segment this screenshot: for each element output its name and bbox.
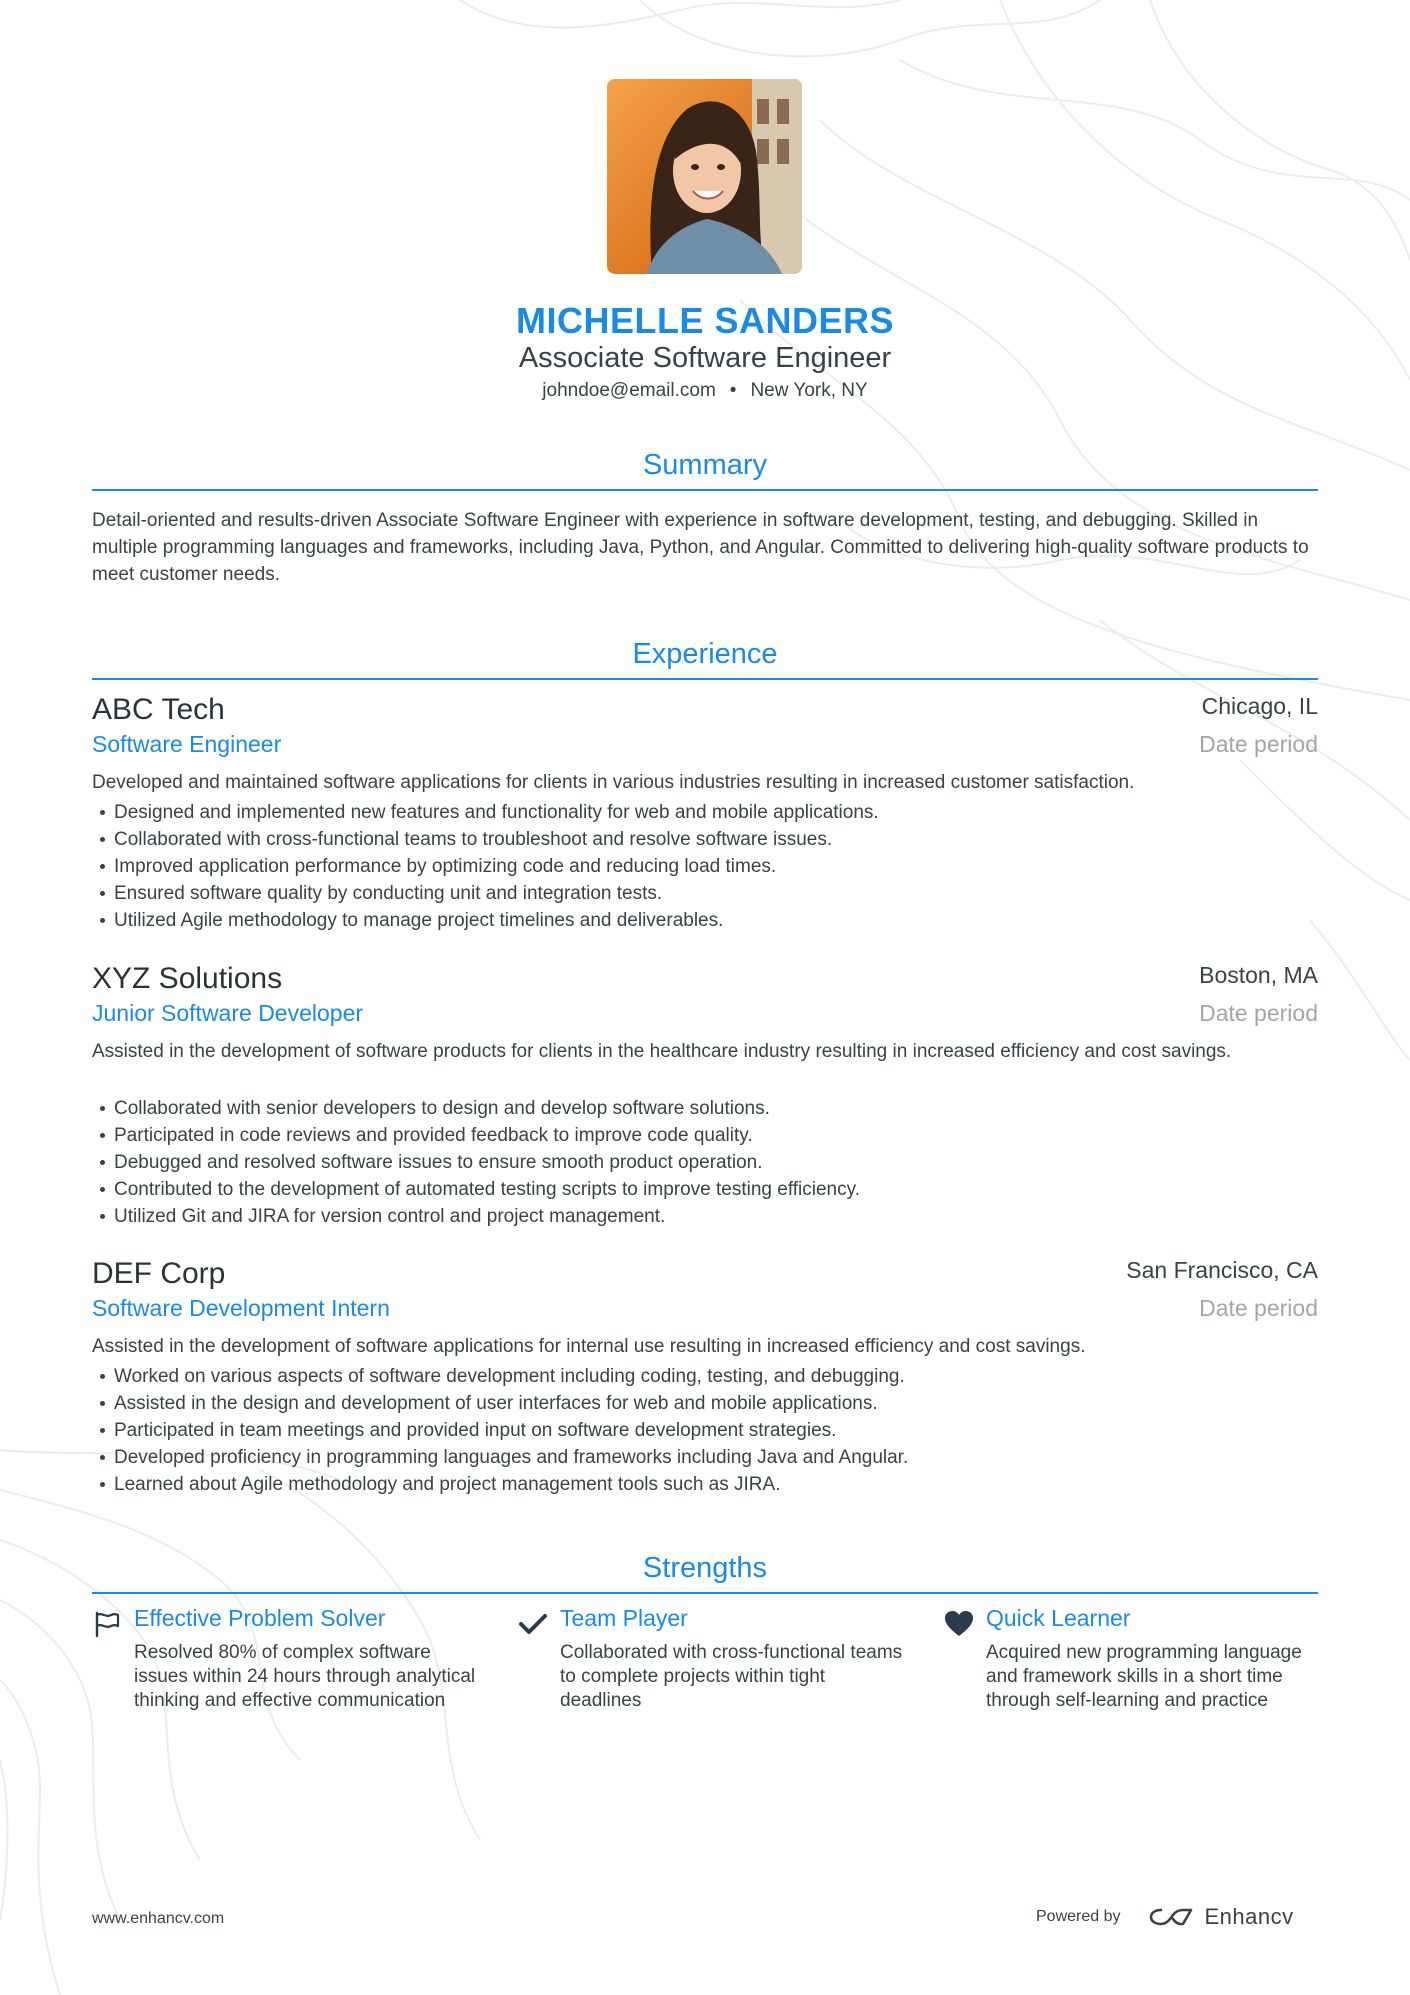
job-role: Junior Software Developer [92,1000,364,1026]
list-item: Participated in code reviews and provided feedback to improve code quality. [92,1122,1318,1149]
email-text[interactable]: johndoe@email.com [542,380,716,401]
strength-title: Quick Learner [986,1605,1131,1631]
strength-title: Effective Problem Solver [134,1605,386,1631]
company-name: ABC Tech [92,693,225,726]
heart-icon [944,1609,974,1639]
job-description: Assisted in the development of software applications for internal use resulting in increased efficiency and cost savings. [92,1336,1086,1357]
experience-divider [92,678,1318,680]
list-item: Ensured software quality by conducting unit and integration tests. [92,880,1318,907]
list-item: Contributed to the development of automated testing scripts to improve testing efficiency. [92,1176,1318,1203]
job-date: Date period [1199,1000,1318,1026]
strengths-divider [92,1592,1318,1594]
checkmark-icon [518,1609,548,1639]
list-item: Utilized Git and JIRA for version control and project management. [92,1203,1318,1230]
list-item: Utilized Agile methodology to manage project timelines and deliverables. [92,907,1318,934]
job-description: Developed and maintained software applications for clients in various industries resulting in increased customer satisfaction. [92,772,1135,793]
summary-text: Detail-oriented and results-driven Associate Software Engineer with experience in software development, testing, and debugging. Skilled in multiple programming languages and frameworks, including Java, Python, and Angular. Committed to delivering high-quality software products to meet customer needs. [92,510,1309,585]
summary-divider [92,489,1318,491]
candidate-title: Associate Software Engineer [518,342,892,374]
profile-photo [607,79,802,274]
enhancv-brand-name: Enhancv [1204,1904,1294,1929]
list-item: Improved application performance by optimizing code and reducing load times. [92,853,1318,880]
job-location: Chicago, IL [1201,693,1318,719]
list-item: Learned about Agile methodology and project management tools such as JIRA. [92,1471,1318,1498]
location-text: New York, NY [750,380,868,401]
summary-heading: Summary [642,449,768,481]
list-item: Designed and implemented new features and functionality for web and mobile applications. [92,799,1318,826]
job-bullets [92,799,1318,934]
list-item: Collaborated with cross-functional teams to troubleshoot and resolve software issues. [92,826,1318,853]
job-date: Date period [1199,1295,1318,1321]
strengths-heading: Strengths [642,1552,768,1584]
job-location: San Francisco, CA [1126,1257,1318,1283]
company-name: DEF Corp [92,1257,226,1290]
job-location: Boston, MA [1199,962,1318,988]
flag-icon [92,1609,122,1639]
list-item: Developed proficiency in programming languages and frameworks including Java and Angular. [92,1444,1318,1471]
list-item: Collaborated with senior developers to design and develop software solutions. [92,1095,1318,1122]
list-item: Worked on various aspects of software development including coding, testing, and debugging. [92,1363,1318,1390]
job-description: Assisted in the development of software products for clients in the healthcare industry resulting in increased efficiency and cost savings. [92,1041,1232,1062]
separator-dot: • [729,380,737,401]
job-bullets [92,1363,1318,1498]
job-date: Date period [1199,731,1318,757]
strength-title: Team Player [560,1605,688,1631]
footer-website-link[interactable]: www.enhancv.com [92,1910,225,1927]
experience-heading: Experience [632,638,778,670]
list-item: Participated in team meetings and provided input on software development strategies. [92,1417,1318,1444]
job-role: Software Engineer [92,731,282,757]
job-bullets [92,1095,1318,1230]
footer-branding [1036,1902,1294,1932]
strength-description: Acquired new programming language and framework skills in a short time through self-learning and practice [986,1642,1302,1711]
powered-by-text: Powered by [1036,1908,1121,1925]
job-role: Software Development Intern [92,1295,390,1321]
enhancv-logo-icon [1147,1904,1195,1930]
company-name: XYZ Solutions [92,962,283,995]
candidate-name: MICHELLE SANDERS [515,300,895,341]
strength-description: Resolved 80% of complex software issues within 24 hours through analytical thinking and effective communication [134,1642,476,1711]
strength-description: Collaborated with cross-functional teams to complete projects within tight deadlines [560,1642,903,1711]
contact-line [92,380,1318,402]
list-item: Debugged and resolved software issues to ensure smooth product operation. [92,1149,1318,1176]
list-item: Assisted in the design and development of user interfaces for web and mobile applications. [92,1390,1318,1417]
